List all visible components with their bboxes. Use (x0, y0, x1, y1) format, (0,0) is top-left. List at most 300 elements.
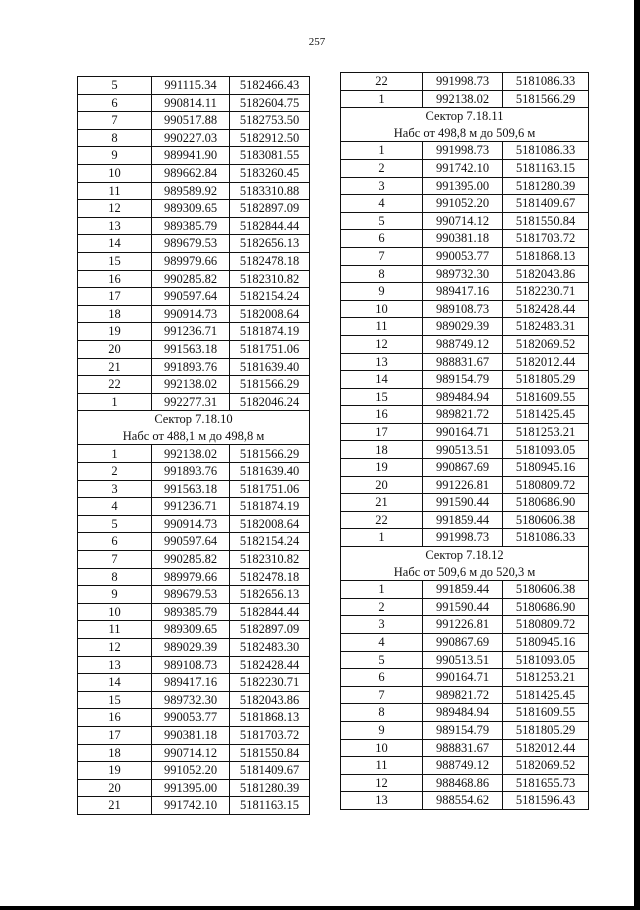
y-coordinate-cell: 5182154.24 (230, 533, 310, 551)
point-number-cell: 21 (78, 358, 152, 376)
point-number-cell: 10 (341, 739, 423, 757)
x-coordinate-cell: 991236.71 (152, 498, 230, 516)
point-number-cell: 11 (78, 182, 152, 200)
y-coordinate-cell: 5182012.44 (503, 739, 589, 757)
y-coordinate-cell: 5181751.06 (230, 480, 310, 498)
table-row (341, 616, 589, 634)
x-coordinate-cell: 992277.31 (152, 393, 230, 411)
y-coordinate-cell: 5182604.75 (230, 94, 310, 112)
y-coordinate-cell: 5182043.86 (503, 265, 589, 283)
x-coordinate-cell: 989309.65 (152, 621, 230, 639)
table-row (78, 656, 310, 674)
point-number-cell: 17 (78, 288, 152, 306)
table-row (78, 94, 310, 112)
table-row (341, 792, 589, 810)
y-coordinate-cell: 5180945.16 (503, 634, 589, 652)
table-row (78, 270, 310, 288)
x-coordinate-cell: 988749.12 (423, 335, 503, 353)
y-coordinate-cell: 5182466.43 (230, 77, 310, 95)
y-coordinate-cell: 5181639.40 (230, 463, 310, 481)
x-coordinate-cell: 988749.12 (423, 757, 503, 775)
point-number-cell: 12 (78, 639, 152, 657)
table-row (341, 423, 589, 441)
point-number-cell: 2 (78, 463, 152, 481)
point-number-cell: 12 (78, 200, 152, 218)
table-row (78, 164, 310, 182)
table-row (78, 288, 310, 306)
x-coordinate-cell: 989732.30 (152, 691, 230, 709)
point-number-cell: 11 (341, 318, 423, 336)
x-coordinate-cell: 989029.39 (423, 318, 503, 336)
x-coordinate-cell: 989154.79 (423, 371, 503, 389)
point-number-cell: 17 (78, 726, 152, 744)
table-row (341, 371, 589, 389)
x-coordinate-cell: 991115.34 (152, 77, 230, 95)
table-row (341, 511, 589, 529)
y-coordinate-cell: 5181703.72 (230, 726, 310, 744)
point-number-cell: 6 (341, 669, 423, 687)
x-coordinate-cell: 991893.76 (152, 463, 230, 481)
point-number-cell: 20 (341, 476, 423, 494)
page-number: 257 (308, 36, 326, 48)
x-coordinate-cell: 989979.66 (152, 252, 230, 270)
y-coordinate-cell: 5181596.43 (503, 792, 589, 810)
x-coordinate-cell: 990513.51 (423, 441, 503, 459)
y-coordinate-cell: 5182008.64 (230, 305, 310, 323)
point-number-cell: 9 (78, 147, 152, 165)
x-coordinate-cell: 990513.51 (423, 651, 503, 669)
point-number-cell: 9 (341, 283, 423, 301)
x-coordinate-cell: 989821.72 (423, 686, 503, 704)
sector-title-row (341, 547, 589, 564)
sector-range-row (78, 428, 310, 445)
table-row (341, 353, 589, 371)
y-coordinate-cell: 5182483.30 (230, 639, 310, 657)
y-coordinate-cell: 5181639.40 (230, 358, 310, 376)
y-coordinate-cell: 5181086.33 (503, 142, 589, 160)
x-coordinate-cell: 990285.82 (152, 270, 230, 288)
y-coordinate-cell: 5181086.33 (503, 529, 589, 547)
point-number-cell: 16 (341, 406, 423, 424)
x-coordinate-cell: 991998.73 (423, 142, 503, 160)
x-coordinate-cell: 990381.18 (152, 726, 230, 744)
table-row (78, 393, 310, 411)
table-row (78, 551, 310, 569)
y-coordinate-cell: 5181280.39 (503, 177, 589, 195)
y-coordinate-cell: 5182012.44 (503, 353, 589, 371)
table-row (78, 182, 310, 200)
x-coordinate-cell: 988468.86 (423, 774, 503, 792)
x-coordinate-cell: 990714.12 (423, 212, 503, 230)
x-coordinate-cell: 990164.71 (423, 669, 503, 687)
table-row (78, 744, 310, 762)
y-coordinate-cell: 5181425.45 (503, 406, 589, 424)
point-number-cell: 15 (78, 252, 152, 270)
y-coordinate-cell: 5182046.24 (230, 393, 310, 411)
table-row (78, 217, 310, 235)
table-row (78, 77, 310, 95)
table-row (341, 177, 589, 195)
x-coordinate-cell: 989108.73 (423, 300, 503, 318)
y-coordinate-cell: 5180686.90 (503, 494, 589, 512)
table-row (341, 476, 589, 494)
table-row (341, 142, 589, 160)
x-coordinate-cell: 990381.18 (423, 230, 503, 248)
table-row (341, 581, 589, 599)
x-coordinate-cell: 992138.02 (152, 445, 230, 463)
point-number-cell: 18 (78, 305, 152, 323)
y-coordinate-cell: 5181874.19 (230, 323, 310, 341)
x-coordinate-cell: 990814.11 (152, 94, 230, 112)
left-coordinates-table (77, 76, 310, 815)
x-coordinate-cell: 989941.90 (152, 147, 230, 165)
y-coordinate-cell: 5183310.88 (230, 182, 310, 200)
table-row (78, 639, 310, 657)
table-row (78, 463, 310, 481)
table-row (341, 598, 589, 616)
point-number-cell: 8 (78, 568, 152, 586)
sector-title: Сектор 7.18.10 (78, 411, 310, 428)
point-number-cell: 10 (78, 164, 152, 182)
y-coordinate-cell: 5181253.21 (503, 423, 589, 441)
y-coordinate-cell: 5181751.06 (230, 340, 310, 358)
point-number-cell: 13 (341, 792, 423, 810)
y-coordinate-cell: 5183260.45 (230, 164, 310, 182)
y-coordinate-cell: 5181163.15 (503, 159, 589, 177)
table-row (341, 634, 589, 652)
table-row (78, 445, 310, 463)
point-number-cell: 1 (341, 581, 423, 599)
table-row (78, 726, 310, 744)
x-coordinate-cell: 989309.65 (152, 200, 230, 218)
x-coordinate-cell: 989385.79 (152, 217, 230, 235)
y-coordinate-cell: 5182897.09 (230, 621, 310, 639)
y-coordinate-cell: 5180606.38 (503, 511, 589, 529)
table-row (78, 305, 310, 323)
table-row (341, 247, 589, 265)
y-coordinate-cell: 5182008.64 (230, 515, 310, 533)
x-coordinate-cell: 991052.20 (152, 762, 230, 780)
y-coordinate-cell: 5180686.90 (503, 598, 589, 616)
x-coordinate-cell: 991893.76 (152, 358, 230, 376)
point-number-cell: 6 (78, 533, 152, 551)
point-number-cell: 17 (341, 423, 423, 441)
x-coordinate-cell: 991998.73 (423, 73, 503, 91)
sector-range-row (341, 125, 589, 142)
table-row (78, 340, 310, 358)
y-coordinate-cell: 5180809.72 (503, 476, 589, 494)
table-row (341, 388, 589, 406)
point-number-cell: 10 (78, 603, 152, 621)
table-row (341, 739, 589, 757)
x-coordinate-cell: 988831.67 (423, 353, 503, 371)
y-coordinate-cell: 5182897.09 (230, 200, 310, 218)
point-number-cell: 4 (341, 195, 423, 213)
y-coordinate-cell: 5181550.84 (230, 744, 310, 762)
table-row (78, 568, 310, 586)
y-coordinate-cell: 5182478.18 (230, 252, 310, 270)
table-row (341, 318, 589, 336)
table-row (78, 323, 310, 341)
table-row (78, 533, 310, 551)
y-coordinate-cell: 5180945.16 (503, 459, 589, 477)
point-number-cell: 15 (78, 691, 152, 709)
table-row (78, 129, 310, 147)
sector-range: Набс от 509,6 м до 520,3 м (341, 564, 589, 581)
y-coordinate-cell: 5181868.13 (230, 709, 310, 727)
point-number-cell: 3 (78, 480, 152, 498)
table-row (341, 686, 589, 704)
sector-title-row (341, 108, 589, 125)
table-row (78, 147, 310, 165)
x-coordinate-cell: 991563.18 (152, 480, 230, 498)
x-coordinate-cell: 990227.03 (152, 129, 230, 147)
table-row (78, 252, 310, 270)
y-coordinate-cell: 5183081.55 (230, 147, 310, 165)
y-coordinate-cell: 5181703.72 (503, 230, 589, 248)
x-coordinate-cell: 989679.53 (152, 235, 230, 253)
x-coordinate-cell: 990053.77 (423, 247, 503, 265)
y-coordinate-cell: 5181086.33 (503, 73, 589, 91)
x-coordinate-cell: 991590.44 (423, 494, 503, 512)
point-number-cell: 6 (78, 94, 152, 112)
x-coordinate-cell: 991395.00 (152, 779, 230, 797)
point-number-cell: 4 (78, 498, 152, 516)
y-coordinate-cell: 5182844.44 (230, 217, 310, 235)
x-coordinate-cell: 989589.92 (152, 182, 230, 200)
y-coordinate-cell: 5181163.15 (230, 797, 310, 815)
y-coordinate-cell: 5182428.44 (230, 656, 310, 674)
x-coordinate-cell: 989385.79 (152, 603, 230, 621)
x-coordinate-cell: 989979.66 (152, 568, 230, 586)
table-row (78, 586, 310, 604)
point-number-cell: 8 (341, 265, 423, 283)
y-coordinate-cell: 5181609.55 (503, 704, 589, 722)
y-coordinate-cell: 5182154.24 (230, 288, 310, 306)
point-number-cell: 1 (78, 393, 152, 411)
table-row (341, 494, 589, 512)
table-row (78, 674, 310, 692)
point-number-cell: 16 (78, 709, 152, 727)
x-coordinate-cell: 990914.73 (152, 515, 230, 533)
y-coordinate-cell: 5182844.44 (230, 603, 310, 621)
x-coordinate-cell: 989484.94 (423, 388, 503, 406)
x-coordinate-cell: 988831.67 (423, 739, 503, 757)
y-coordinate-cell: 5182310.82 (230, 551, 310, 569)
point-number-cell: 19 (78, 762, 152, 780)
y-coordinate-cell: 5181253.21 (503, 669, 589, 687)
point-number-cell: 21 (341, 494, 423, 512)
table-row (78, 762, 310, 780)
table-row (78, 691, 310, 709)
point-number-cell: 13 (78, 656, 152, 674)
x-coordinate-cell: 991859.44 (423, 581, 503, 599)
y-coordinate-cell: 5181566.29 (230, 445, 310, 463)
point-number-cell: 9 (78, 586, 152, 604)
x-coordinate-cell: 990597.64 (152, 288, 230, 306)
x-coordinate-cell: 989484.94 (423, 704, 503, 722)
table-row (78, 709, 310, 727)
point-number-cell: 8 (78, 129, 152, 147)
point-number-cell: 14 (78, 235, 152, 253)
y-coordinate-cell: 5181093.05 (503, 651, 589, 669)
x-coordinate-cell: 990285.82 (152, 551, 230, 569)
y-coordinate-cell: 5182069.52 (503, 335, 589, 353)
point-number-cell: 5 (78, 77, 152, 95)
point-number-cell: 1 (78, 445, 152, 463)
point-number-cell: 9 (341, 721, 423, 739)
table-row (341, 529, 589, 547)
table-row (341, 757, 589, 775)
point-number-cell: 7 (341, 247, 423, 265)
y-coordinate-cell: 5181280.39 (230, 779, 310, 797)
x-coordinate-cell: 989108.73 (152, 656, 230, 674)
y-coordinate-cell: 5182230.71 (503, 283, 589, 301)
x-coordinate-cell: 991226.81 (423, 616, 503, 634)
table-row (341, 159, 589, 177)
y-coordinate-cell: 5180606.38 (503, 581, 589, 599)
table-row (341, 441, 589, 459)
x-coordinate-cell: 989154.79 (423, 721, 503, 739)
y-coordinate-cell: 5182069.52 (503, 757, 589, 775)
point-number-cell: 14 (341, 371, 423, 389)
x-coordinate-cell: 989732.30 (423, 265, 503, 283)
point-number-cell: 1 (341, 529, 423, 547)
point-number-cell: 11 (341, 757, 423, 775)
table-row (341, 195, 589, 213)
point-number-cell: 3 (341, 616, 423, 634)
y-coordinate-cell: 5181874.19 (230, 498, 310, 516)
y-coordinate-cell: 5182428.44 (503, 300, 589, 318)
point-number-cell: 1 (341, 90, 423, 108)
table-row (78, 515, 310, 533)
y-coordinate-cell: 5181655.73 (503, 774, 589, 792)
x-coordinate-cell: 989821.72 (423, 406, 503, 424)
sector-title: Сектор 7.18.12 (341, 547, 589, 564)
point-number-cell: 11 (78, 621, 152, 639)
y-coordinate-cell: 5181093.05 (503, 441, 589, 459)
point-number-cell: 20 (78, 340, 152, 358)
point-number-cell: 6 (341, 230, 423, 248)
x-coordinate-cell: 991395.00 (423, 177, 503, 195)
y-coordinate-cell: 5182656.13 (230, 235, 310, 253)
x-coordinate-cell: 990914.73 (152, 305, 230, 323)
x-coordinate-cell: 992138.02 (152, 376, 230, 394)
point-number-cell: 22 (341, 511, 423, 529)
table-row (78, 235, 310, 253)
point-number-cell: 18 (78, 744, 152, 762)
y-coordinate-cell: 5182912.50 (230, 129, 310, 147)
x-coordinate-cell: 991226.81 (423, 476, 503, 494)
table-row (78, 779, 310, 797)
x-coordinate-cell: 990517.88 (152, 112, 230, 130)
x-coordinate-cell: 991563.18 (152, 340, 230, 358)
point-number-cell: 7 (78, 551, 152, 569)
x-coordinate-cell: 990597.64 (152, 533, 230, 551)
table-row (341, 406, 589, 424)
sector-title-row (78, 411, 310, 428)
y-coordinate-cell: 5182656.13 (230, 586, 310, 604)
table-row (78, 112, 310, 130)
x-coordinate-cell: 989417.16 (152, 674, 230, 692)
sector-title: Сектор 7.18.11 (341, 108, 589, 125)
x-coordinate-cell: 989417.16 (423, 283, 503, 301)
table-row (341, 300, 589, 318)
x-coordinate-cell: 990714.12 (152, 744, 230, 762)
y-coordinate-cell: 5180809.72 (503, 616, 589, 634)
table-row (341, 90, 589, 108)
table-row (78, 797, 310, 815)
point-number-cell: 21 (78, 797, 152, 815)
y-coordinate-cell: 5181550.84 (503, 212, 589, 230)
y-coordinate-cell: 5182753.50 (230, 112, 310, 130)
y-coordinate-cell: 5181805.29 (503, 721, 589, 739)
point-number-cell: 1 (341, 142, 423, 160)
y-coordinate-cell: 5181566.29 (503, 90, 589, 108)
x-coordinate-cell: 991998.73 (423, 529, 503, 547)
point-number-cell: 22 (341, 73, 423, 91)
sector-range: Набс от 498,8 м до 509,6 м (341, 125, 589, 142)
x-coordinate-cell: 990867.69 (423, 634, 503, 652)
y-coordinate-cell: 5182230.71 (230, 674, 310, 692)
point-number-cell: 4 (341, 634, 423, 652)
point-number-cell: 15 (341, 388, 423, 406)
point-number-cell: 16 (78, 270, 152, 288)
x-coordinate-cell: 988554.62 (423, 792, 503, 810)
point-number-cell: 5 (341, 212, 423, 230)
table-row (341, 265, 589, 283)
y-coordinate-cell: 5182478.18 (230, 568, 310, 586)
point-number-cell: 7 (341, 686, 423, 704)
table-row (341, 283, 589, 301)
x-coordinate-cell: 992138.02 (423, 90, 503, 108)
sector-range: Набс от 488,1 м до 498,8 м (78, 428, 310, 445)
point-number-cell: 22 (78, 376, 152, 394)
x-coordinate-cell: 990867.69 (423, 459, 503, 477)
point-number-cell: 20 (78, 779, 152, 797)
y-coordinate-cell: 5181409.67 (503, 195, 589, 213)
x-coordinate-cell: 991859.44 (423, 511, 503, 529)
point-number-cell: 14 (78, 674, 152, 692)
table-row (341, 230, 589, 248)
point-number-cell: 12 (341, 335, 423, 353)
point-number-cell: 19 (341, 459, 423, 477)
y-coordinate-cell: 5181409.67 (230, 762, 310, 780)
sector-range-row (341, 564, 589, 581)
table-row (78, 200, 310, 218)
x-coordinate-cell: 989679.53 (152, 586, 230, 604)
table-row (341, 212, 589, 230)
table-row (341, 704, 589, 722)
scan-edge-right (634, 0, 640, 910)
x-coordinate-cell: 990053.77 (152, 709, 230, 727)
table-row (78, 498, 310, 516)
x-coordinate-cell: 991590.44 (423, 598, 503, 616)
table-row (341, 73, 589, 91)
point-number-cell: 2 (341, 598, 423, 616)
table-row (341, 721, 589, 739)
point-number-cell: 10 (341, 300, 423, 318)
y-coordinate-cell: 5181609.55 (503, 388, 589, 406)
scan-edge-bottom (0, 906, 640, 910)
table-row (341, 651, 589, 669)
y-coordinate-cell: 5182483.31 (503, 318, 589, 336)
x-coordinate-cell: 989029.39 (152, 639, 230, 657)
right-coordinates-table (340, 72, 589, 810)
table-row (341, 669, 589, 687)
x-coordinate-cell: 989662.84 (152, 164, 230, 182)
x-coordinate-cell: 991052.20 (423, 195, 503, 213)
